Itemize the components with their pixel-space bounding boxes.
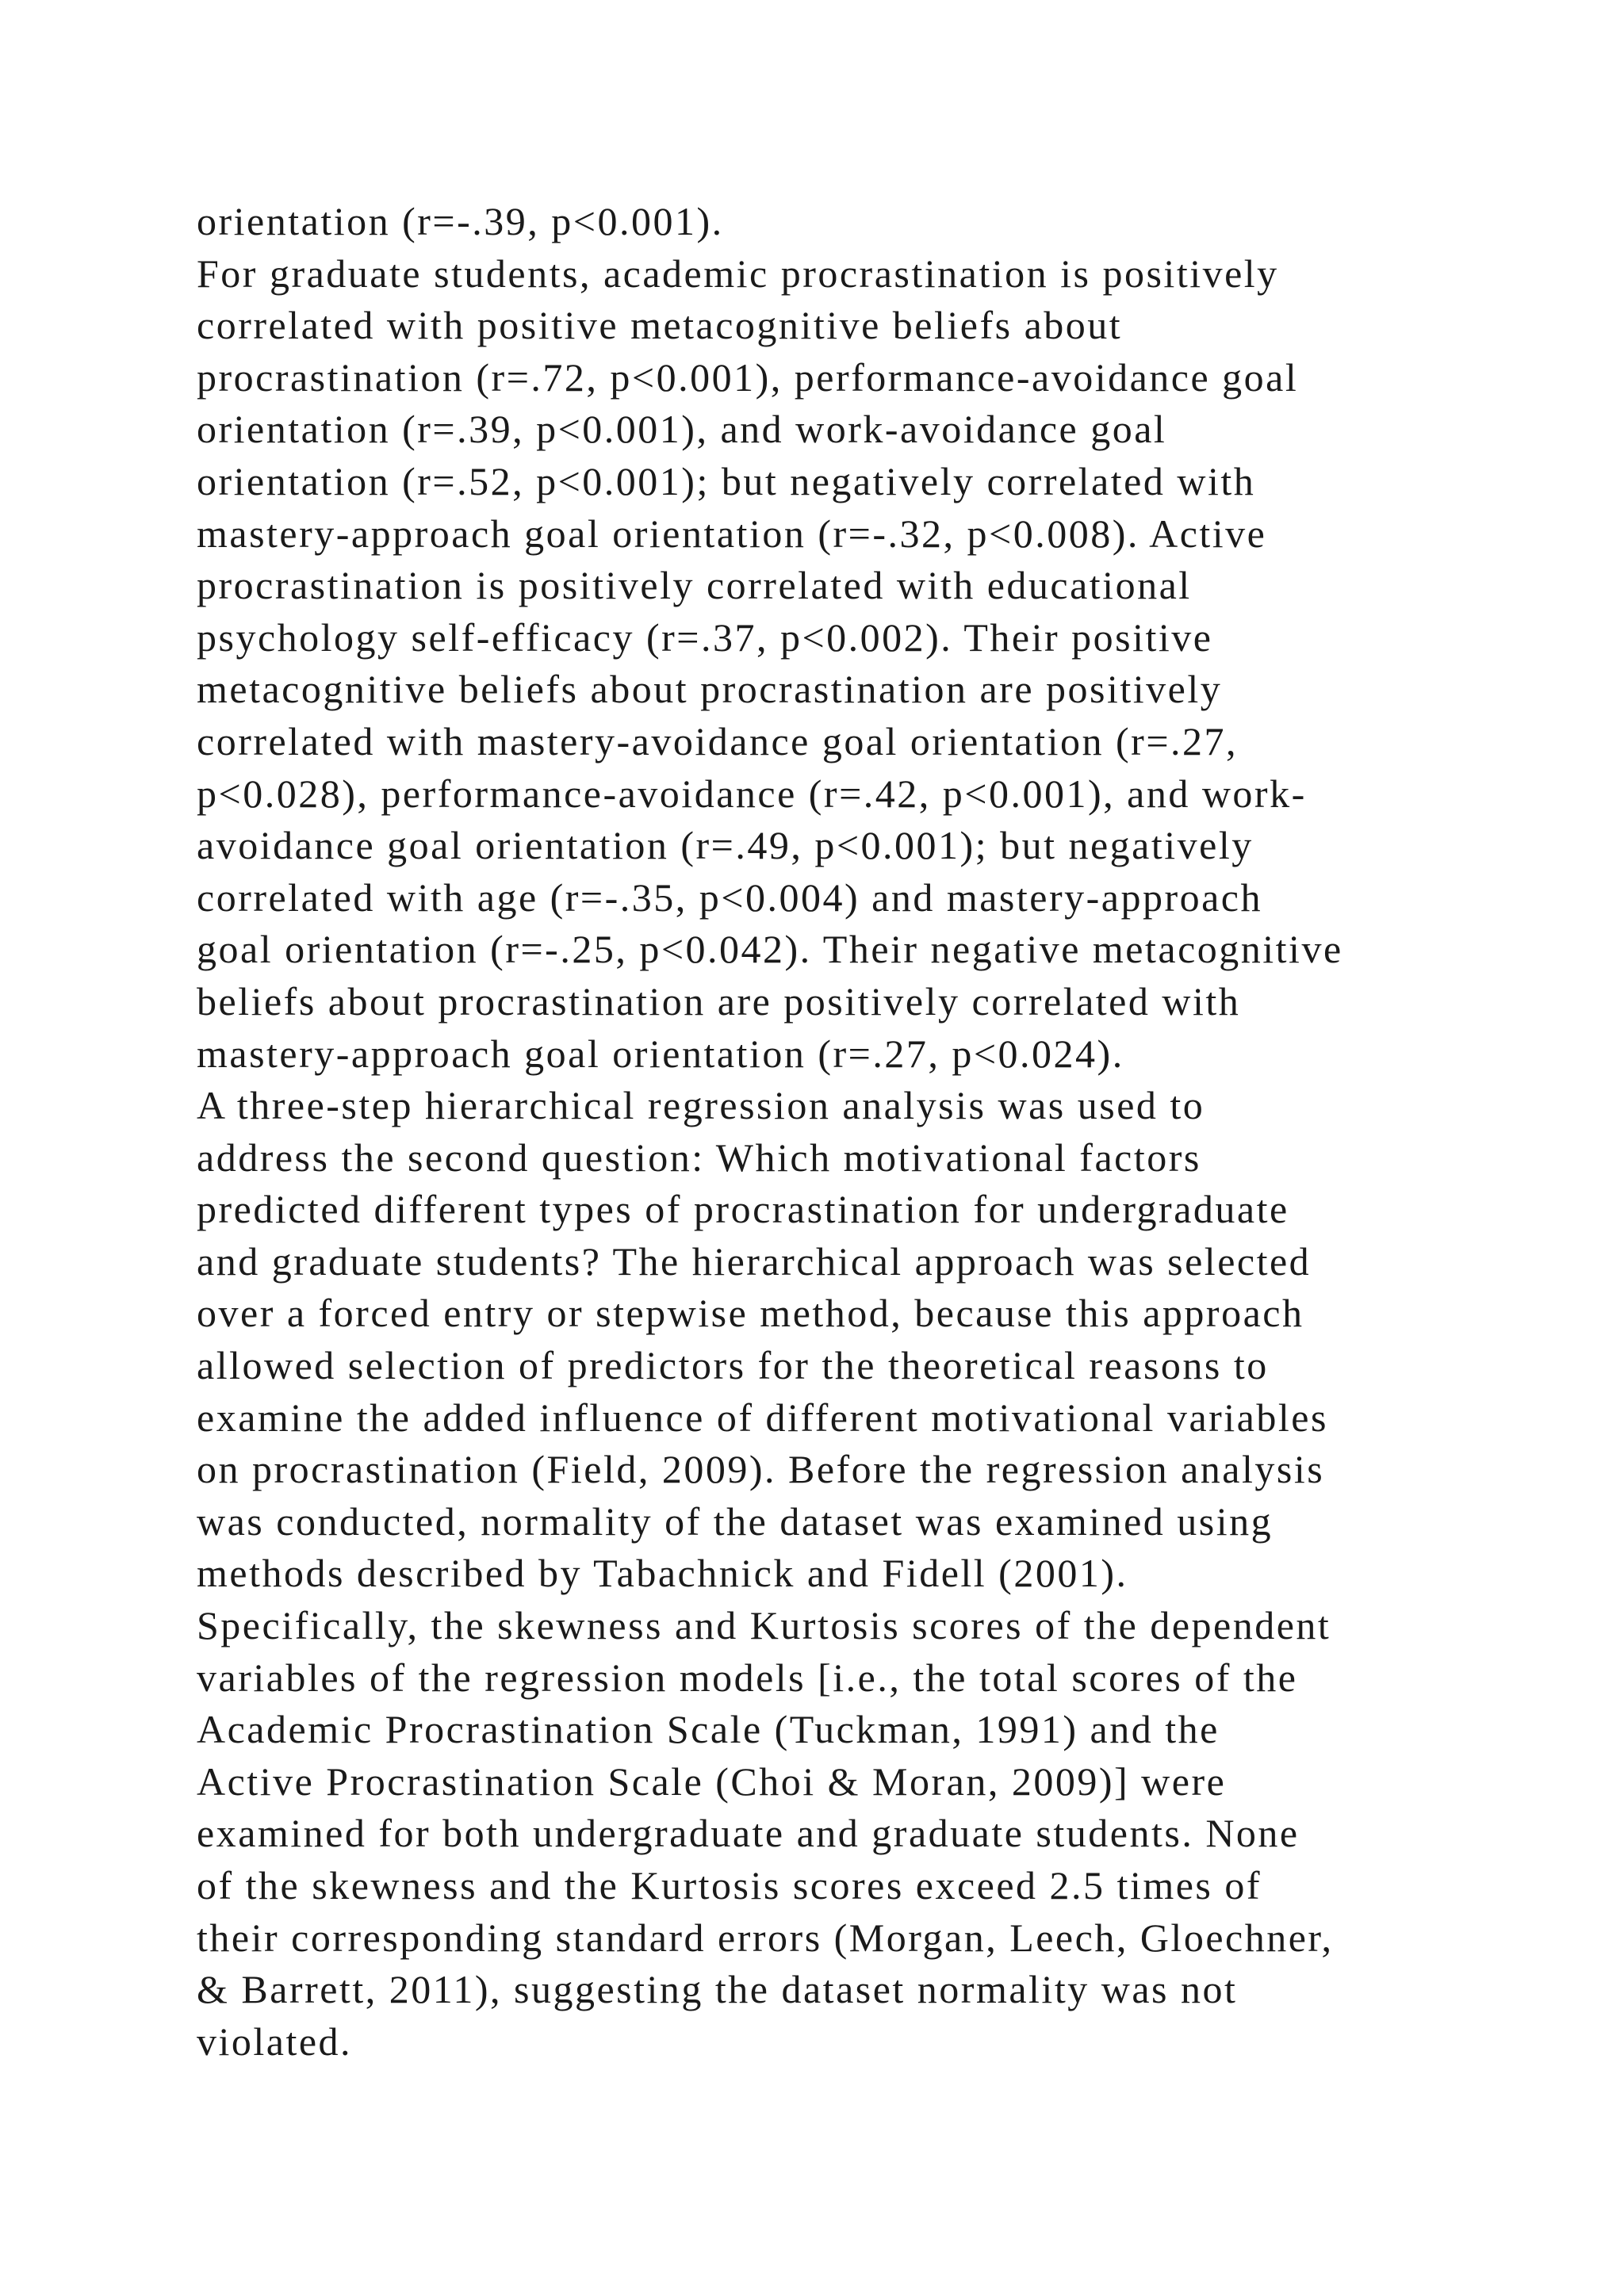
text-line: violated. <box>197 2019 353 2064</box>
text-line: procrastination (r=.72, p<0.001), performance-avoidance goal <box>197 354 1299 400</box>
text-line: Active Procrastination Scale (Choi & Moran, 2009)] were <box>197 1758 1227 1804</box>
text-line: was conducted, normality of the dataset was examined using <box>197 1498 1274 1544</box>
text-line: avoidance goal orientation (r=.49, p<0.001); but negatively <box>197 823 1254 868</box>
text-line: orientation (r=.52, p<0.001); but negatively correlated with <box>197 458 1256 503</box>
text-line: mastery-approach goal orientation (r=-.32, p<0.008). Active <box>197 511 1267 556</box>
text-line: beliefs about procrastination are positively correlated with <box>197 978 1241 1024</box>
text-line: examine the added influence of different motivational variables <box>197 1395 1328 1440</box>
text-line: & Barrett, 2011), suggesting the dataset normality was not <box>197 1967 1238 2012</box>
text-line: Specifically, the skewness and Kurtosis scores of the dependent <box>197 1603 1331 1648</box>
text-line: orientation (r=.39, p<0.001), and work-avoidance goal <box>197 407 1167 452</box>
text-line: allowed selection of predictors for the theoretical reasons to <box>197 1343 1269 1388</box>
text-line: p<0.028), performance-avoidance (r=.42, p<0.001), and work- <box>197 771 1307 816</box>
text-line: variables of the regression models [i.e., the total scores of the <box>197 1655 1298 1700</box>
text-line: For graduate students, academic procrastination is positively <box>197 251 1279 296</box>
text-line: mastery-approach goal orientation (r=.27, p<0.024). <box>197 1031 1124 1076</box>
text-line: Academic Procrastination Scale (Tuckman, 1991) and the <box>197 1707 1220 1752</box>
text-line: of the skewness and the Kurtosis scores exceed 2.5 times of <box>197 1863 1262 1908</box>
text-line: on procrastination (Field, 2009). Before the regression analysis <box>197 1447 1325 1492</box>
text-line: over a forced entry or stepwise method, because this approach <box>197 1291 1304 1336</box>
text-line: goal orientation (r=-.25, p<0.042). Their negative metacognitive <box>197 927 1343 972</box>
text-line: procrastination is positively correlated with educational <box>197 563 1192 608</box>
text-line: and graduate students? The hierarchical approach was selected <box>197 1238 1312 1284</box>
text-line: A three-step hierarchical regression analysis was used to <box>197 1083 1205 1128</box>
text-line: predicted different types of procrastination for undergraduate <box>197 1187 1289 1232</box>
text-line: examined for both undergraduate and graduate students. None <box>197 1811 1300 1856</box>
text-line: orientation (r=-.39, p<0.001). <box>197 199 724 243</box>
text-line: address the second question: Which motivational factors <box>197 1135 1201 1180</box>
text-line: psychology self-efficacy (r=.37, p<0.002). Their positive <box>197 614 1213 660</box>
text-line: correlated with age (r=-.35, p<0.004) and mastery-approach <box>197 874 1262 920</box>
text-line: their corresponding standard errors (Morgan, Leech, Gloechner, <box>197 1915 1334 1960</box>
body-text <box>197 196 1592 2068</box>
text-line: correlated with positive metacognitive beliefs about <box>197 303 1123 348</box>
text-line: metacognitive beliefs about procrastination are positively <box>197 667 1223 712</box>
text-line: methods described by Tabachnick and Fidell (2001). <box>197 1551 1128 1596</box>
text-line: correlated with mastery-avoidance goal orientation (r=.27, <box>197 718 1239 763</box>
